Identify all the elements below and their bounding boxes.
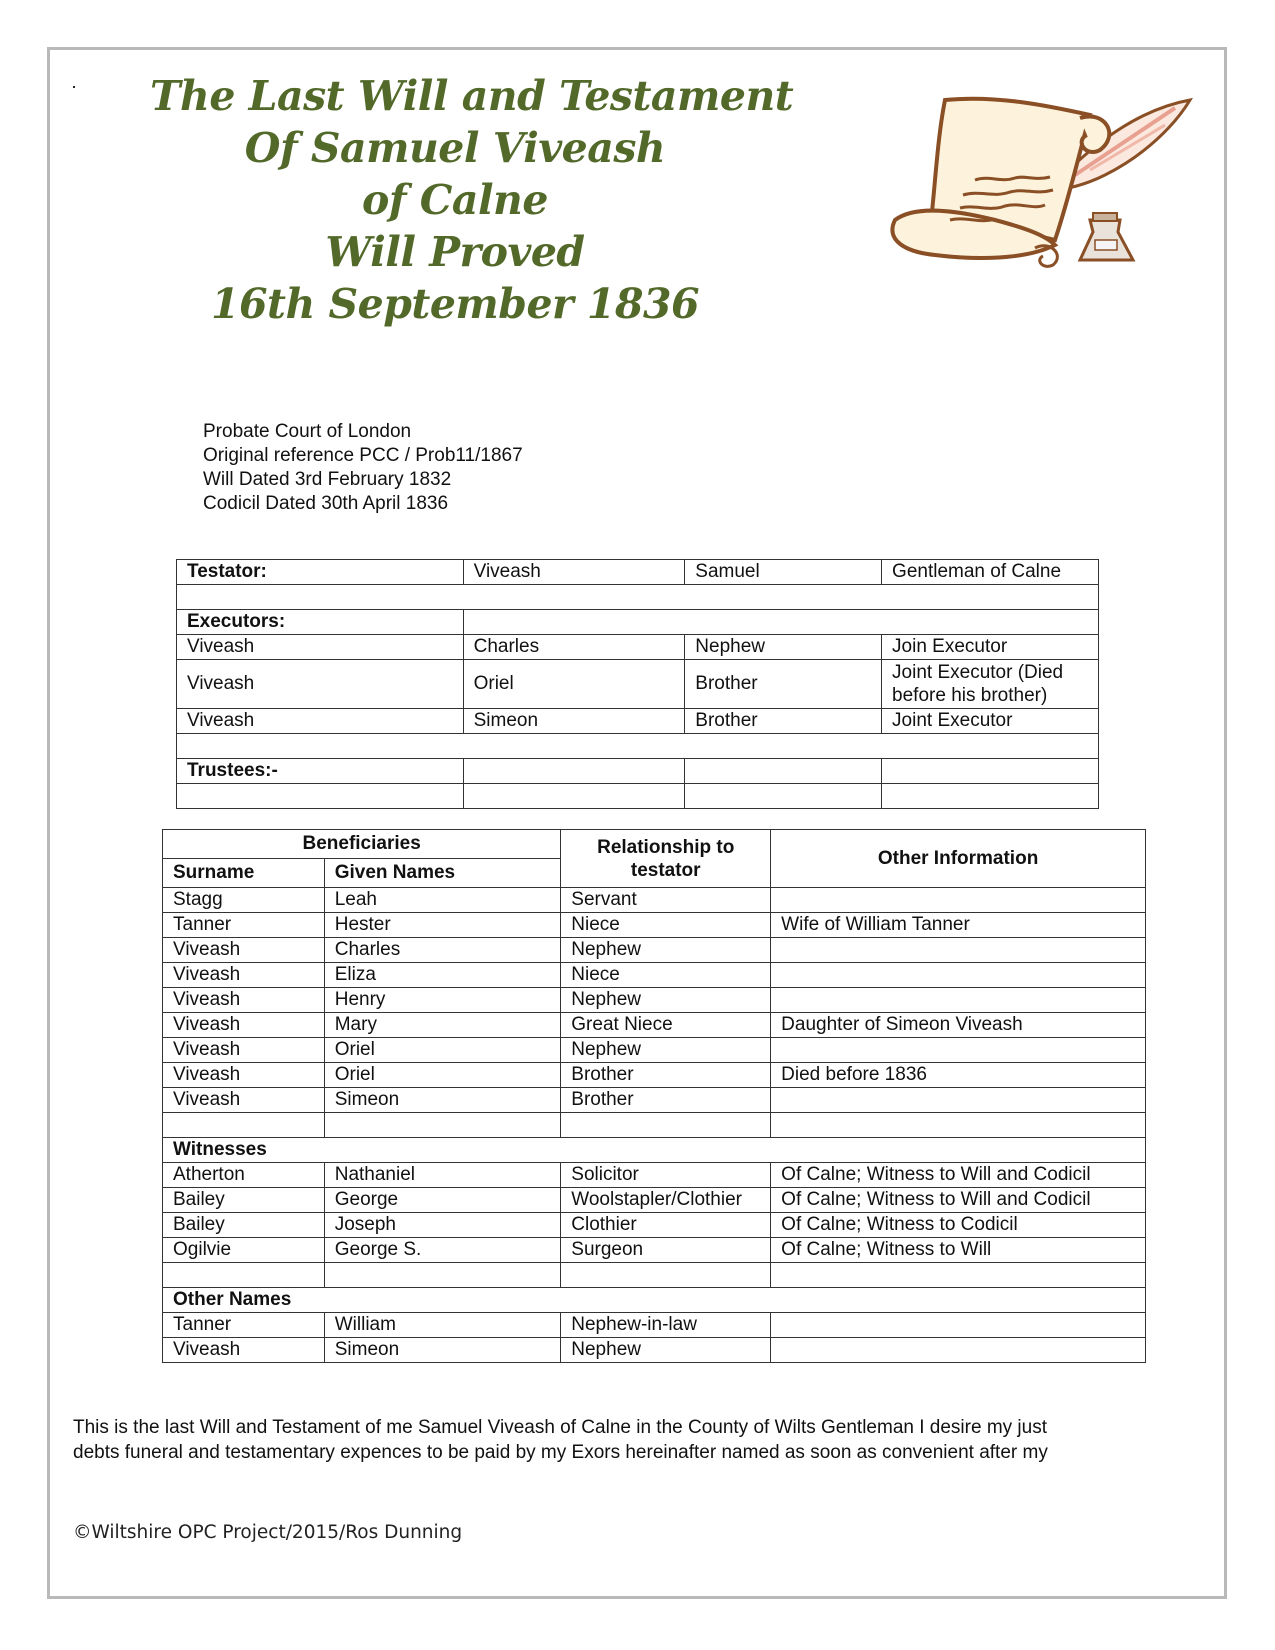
empty-cell <box>561 1113 771 1138</box>
empty-cell <box>685 759 882 784</box>
probate-court: Probate Court of London <box>203 421 412 442</box>
witness-row <box>163 1163 1146 1188</box>
beneficiary-row-relationship: Nephew <box>561 988 771 1013</box>
other-name-row <box>163 1338 1146 1363</box>
will-transcript <box>73 1415 1173 1465</box>
beneficiary-row <box>163 938 1146 963</box>
testator-info: Gentleman of Calne <box>882 560 1099 585</box>
beneficiary-row-surname: Viveash <box>163 938 325 963</box>
witnesses-label: Witnesses <box>163 1138 1146 1163</box>
testator-surname: Viveash <box>463 560 685 585</box>
document-title <box>150 70 794 330</box>
beneficiary-row-given: Oriel <box>324 1038 561 1063</box>
witness-row-relationship: Surgeon <box>561 1238 771 1263</box>
executor-given-name: Oriel <box>463 660 685 709</box>
spacer-row <box>177 585 1099 610</box>
will-dated: Will Dated 3rd February 1832 <box>203 469 452 490</box>
witness-row-given: Nathaniel <box>324 1163 561 1188</box>
original-reference: Original reference PCC / Prob11/1867 <box>203 445 523 466</box>
witness-row <box>163 1213 1146 1238</box>
beneficiary-row-given: Henry <box>324 988 561 1013</box>
witnesses-header-row <box>163 1138 1146 1163</box>
empty-cell <box>561 1263 771 1288</box>
codicil-dated: Codicil Dated 30th April 1836 <box>203 493 449 514</box>
other-name-row-relationship: Nephew-in-law <box>561 1313 771 1338</box>
beneficiary-row-other <box>771 888 1146 913</box>
executor-surname: Viveash <box>177 635 464 660</box>
beneficiary-row-given: Mary <box>324 1013 561 1038</box>
beneficiary-row-relationship: Nephew <box>561 1038 771 1063</box>
empty-row <box>163 1113 1146 1138</box>
beneficiary-row-other: Wife of William Tanner <box>771 913 1146 938</box>
witness-row-other: Of Calne; Witness to Codicil <box>771 1213 1146 1238</box>
beneficiary-row-surname: Viveash <box>163 1038 325 1063</box>
beneficiary-row-relationship: Brother <box>561 1088 771 1113</box>
title-line: Will Proved <box>325 228 585 276</box>
beneficiary-row-surname: Viveash <box>163 963 325 988</box>
beneficiary-row-other <box>771 938 1146 963</box>
executors-header-row <box>177 610 1099 635</box>
probate-details <box>203 420 523 516</box>
witness-row-given: George S. <box>324 1238 561 1263</box>
header-row <box>163 830 1146 859</box>
executor-surname: Viveash <box>177 660 464 709</box>
executor-row <box>177 660 1099 709</box>
title-line: Of Samuel Viveash <box>244 124 666 172</box>
transcript-line: This is the last Will and Testament of me Samuel Viveash of Calne in the County of Wilts Gentleman I desire my just <box>73 1417 1048 1438</box>
other-name-row-other <box>771 1338 1146 1363</box>
beneficiary-row-other <box>771 1038 1146 1063</box>
other-name-row-given: William <box>324 1313 561 1338</box>
beneficiary-row-other <box>771 963 1146 988</box>
executor-row <box>177 709 1099 734</box>
beneficiary-row-other: Died before 1836 <box>771 1063 1146 1088</box>
other-names-header-row <box>163 1288 1146 1313</box>
beneficiary-row-given: Simeon <box>324 1088 561 1113</box>
scroll-quill-inkwell-icon <box>875 80 1195 270</box>
beneficiary-row-other: Daughter of Simeon Viveash <box>771 1013 1146 1038</box>
executor-surname: Viveash <box>177 709 464 734</box>
empty-cell <box>177 585 1099 610</box>
given-names-header: Given Names <box>324 859 561 888</box>
beneficiary-row <box>163 1038 1146 1063</box>
empty-cell <box>685 784 882 809</box>
witnesses-rows <box>163 1163 1146 1263</box>
beneficiary-row-relationship: Brother <box>561 1063 771 1088</box>
witness-row-surname: Bailey <box>163 1213 325 1238</box>
executor-given-name: Charles <box>463 635 685 660</box>
beneficiary-row-relationship: Nephew <box>561 938 771 963</box>
empty-cell <box>882 784 1099 809</box>
empty-row <box>163 1263 1146 1288</box>
beneficiary-row-surname: Viveash <box>163 988 325 1013</box>
beneficiary-row-surname: Viveash <box>163 1063 325 1088</box>
executor-relationship: Brother <box>685 660 882 709</box>
beneficiary-row-given: Hester <box>324 913 561 938</box>
beneficiaries-rows <box>163 888 1146 1113</box>
empty-cell <box>882 759 1099 784</box>
beneficiary-row-surname: Viveash <box>163 1088 325 1113</box>
trustees-label: Trustees:- <box>177 759 464 784</box>
surname-header: Surname <box>163 859 325 888</box>
witness-row-relationship: Solicitor <box>561 1163 771 1188</box>
witness-row <box>163 1238 1146 1263</box>
empty-cell <box>771 1113 1146 1138</box>
witness-row-relationship: Woolstapler/Clothier <box>561 1188 771 1213</box>
executor-info: Joint Executor (Died before his brother) <box>882 660 1099 709</box>
witness-row-other: Of Calne; Witness to Will and Codicil <box>771 1188 1146 1213</box>
other-names-rows <box>163 1313 1146 1363</box>
beneficiary-row-relationship: Great Niece <box>561 1013 771 1038</box>
other-name-row-relationship: Nephew <box>561 1338 771 1363</box>
beneficiary-row <box>163 963 1146 988</box>
other-name-row-other <box>771 1313 1146 1338</box>
beneficiary-row <box>163 1013 1146 1038</box>
trustees-header-row <box>177 759 1099 784</box>
title-line: of Calne <box>362 176 548 224</box>
empty-cell <box>177 784 464 809</box>
beneficiary-row <box>163 1088 1146 1113</box>
beneficiary-row-other <box>771 1088 1146 1113</box>
witness-row-surname: Bailey <box>163 1188 325 1213</box>
witness-row-other: Of Calne; Witness to Will <box>771 1238 1146 1263</box>
other-name-row-surname: Viveash <box>163 1338 325 1363</box>
beneficiary-row-given: Leah <box>324 888 561 913</box>
witness-row-relationship: Clothier <box>561 1213 771 1238</box>
executor-given-name: Simeon <box>463 709 685 734</box>
transcript-line: debts funeral and testamentary expences to be paid by my Exors hereinafter named as soon as convenient after my <box>73 1442 1048 1463</box>
stray-dot <box>73 86 75 88</box>
executor-info: Join Executor <box>882 635 1099 660</box>
empty-cell <box>324 1113 561 1138</box>
witness-row-surname: Ogilvie <box>163 1238 325 1263</box>
other-name-row-surname: Tanner <box>163 1313 325 1338</box>
beneficiary-row-surname: Tanner <box>163 913 325 938</box>
beneficiaries-table <box>162 829 1146 1363</box>
copyright-footer: ©Wiltshire OPC Project/2015/Ros Dunning <box>73 1522 463 1543</box>
beneficiary-row-relationship: Niece <box>561 963 771 988</box>
witness-row-surname: Atherton <box>163 1163 325 1188</box>
spacer-row <box>177 734 1099 759</box>
other-name-row-given: Simeon <box>324 1338 561 1363</box>
empty-cell <box>163 1263 325 1288</box>
other-name-row <box>163 1313 1146 1338</box>
executor-row <box>177 635 1099 660</box>
executor-relationship: Nephew <box>685 635 882 660</box>
witness-row <box>163 1188 1146 1213</box>
beneficiary-row <box>163 913 1146 938</box>
beneficiary-row <box>163 888 1146 913</box>
beneficiary-row-surname: Stagg <box>163 888 325 913</box>
other-names-label: Other Names <box>163 1288 1146 1313</box>
empty-row <box>177 784 1099 809</box>
beneficiaries-group-header: Beneficiaries <box>163 830 561 859</box>
beneficiary-row-surname: Viveash <box>163 1013 325 1038</box>
beneficiary-row-relationship: Servant <box>561 888 771 913</box>
title-line: The Last Will and Testament <box>150 72 794 120</box>
testator-label: Testator: <box>177 560 464 585</box>
beneficiary-row-given: Oriel <box>324 1063 561 1088</box>
beneficiary-row <box>163 988 1146 1013</box>
testator-given-name: Samuel <box>685 560 882 585</box>
empty-cell <box>463 759 685 784</box>
witness-row-given: Joseph <box>324 1213 561 1238</box>
empty-cell <box>163 1113 325 1138</box>
empty-cell <box>771 1263 1146 1288</box>
executor-info: Joint Executor <box>882 709 1099 734</box>
title-line: 16th September 1836 <box>210 280 700 328</box>
testator-executors-table <box>176 559 1099 809</box>
executor-relationship: Brother <box>685 709 882 734</box>
empty-cell <box>463 784 685 809</box>
beneficiary-row-given: Charles <box>324 938 561 963</box>
beneficiary-row-other <box>771 988 1146 1013</box>
beneficiary-row <box>163 1063 1146 1088</box>
testator-row <box>177 560 1099 585</box>
executors-label: Executors: <box>177 610 464 635</box>
empty-cell <box>324 1263 561 1288</box>
beneficiary-row-given: Eliza <box>324 963 561 988</box>
other-information-header: Other Information <box>771 830 1146 888</box>
empty-cell <box>463 610 1098 635</box>
witness-row-given: George <box>324 1188 561 1213</box>
beneficiary-row-relationship: Niece <box>561 913 771 938</box>
empty-cell <box>177 734 1099 759</box>
relationship-header: Relationship to testator <box>561 830 771 888</box>
witness-row-other: Of Calne; Witness to Will and Codicil <box>771 1163 1146 1188</box>
